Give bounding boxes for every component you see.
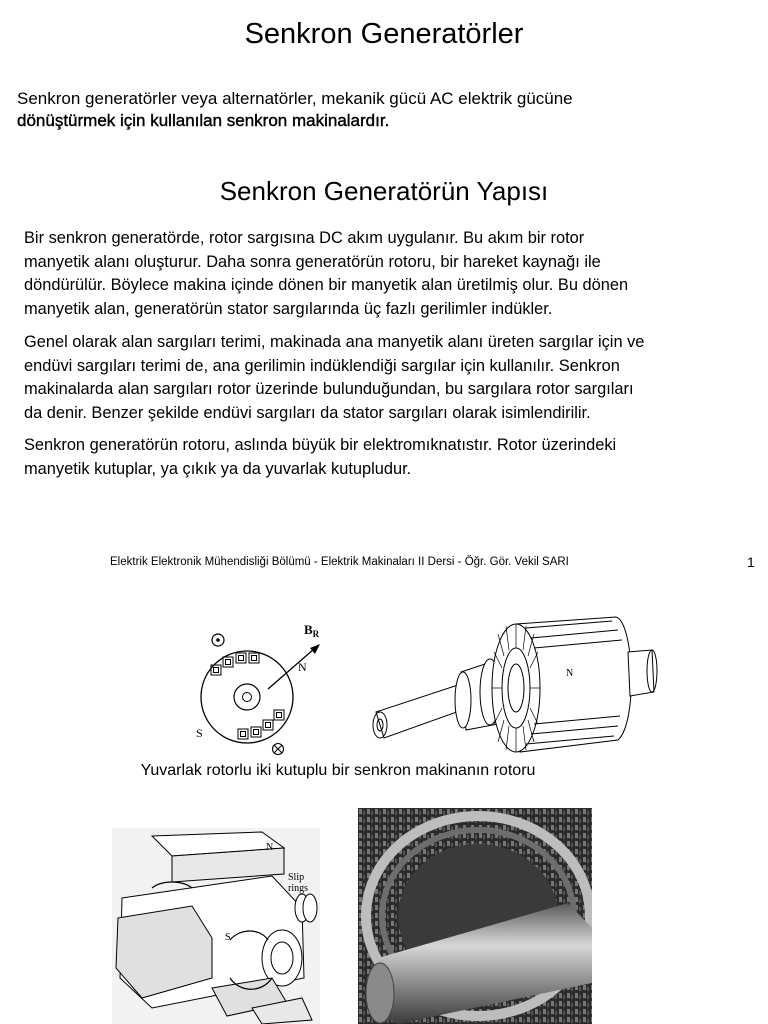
paragraph-line: da denir. Benzer şekilde endüvi sargıları da stator sargıları olarak isimlendirilir. bbox=[24, 403, 591, 422]
salient-pole-rotor-figure bbox=[112, 828, 320, 1024]
paragraph-line: endüvi sargıları terimi de, ana gerilimin indüklendiği sargılar için kullanılır. Senkron bbox=[24, 356, 620, 375]
paragraph-line: manyetik alanı oluşturur. Daha sonra generatörün rotoru, bir hareket kaynağı ile bbox=[24, 252, 601, 271]
paragraph-2 bbox=[24, 331, 754, 425]
paragraph-line: manyetik alan, generatörün stator sargılarında üç fazlı gerilimler indükler. bbox=[24, 299, 553, 318]
paragraph-3 bbox=[24, 434, 754, 481]
field-vector-label: $B_R$ bbox=[304, 622, 320, 639]
footer-text: Elektrik Elektronik Mühendisliği Bölümü - Elektrik Makinaları II Dersi - Öğr. Gör. Vekil SARI bbox=[110, 556, 569, 568]
section-title: Senkron Generatörün Yapısı bbox=[219, 176, 549, 206]
paragraph-1 bbox=[24, 227, 754, 321]
rotor-cross-section-figure bbox=[190, 615, 340, 760]
paragraph-line: makinalarda alan sargıları rotor üzerinde bulunduğundan, bu sargılara rotor sargıları bbox=[24, 380, 634, 398]
paragraph-line: Senkron generatörün rotoru, aslında büyük bir elektromıknatıstır. Rotor üzerindeki bbox=[24, 436, 617, 454]
slip-rings-label-line-1: Slip bbox=[288, 872, 305, 883]
north-pole-label: N bbox=[266, 842, 274, 853]
south-pole-label: S bbox=[225, 932, 231, 943]
north-pole-label: N bbox=[566, 668, 574, 679]
paragraph-line: döndürülür. Böylece makina içinde dönen bir manyetik alan üretilmiş olur. Bu dönen bbox=[24, 276, 629, 294]
generator-stator-photo bbox=[358, 808, 592, 1024]
paragraph-line: manyetik kutuplar, ya çıkık ya da yuvarlak kutupludur. bbox=[24, 459, 412, 478]
figure-caption: Yuvarlak rotorlu iki kutuplu bir senkron makinanın rotoru bbox=[140, 762, 536, 779]
round-rotor-3d-figure bbox=[366, 612, 662, 762]
paragraph-line: Genel olarak alan sargıları terimi, makinada ana manyetik alanı üreten sargılar için ve bbox=[24, 333, 645, 351]
slip-rings-label-line-2: rings bbox=[288, 883, 308, 894]
intro-paragraph bbox=[17, 88, 757, 132]
intro-line-1: Senkron generatörler veya alternatörler, mekanik gücü AC elektrik gücüne bbox=[17, 89, 573, 108]
paragraph-line: Bir senkron generatörde, rotor sargısına DC akım uygulanır. Bu akım bir rotor bbox=[24, 229, 585, 247]
page-number: 1 bbox=[747, 554, 755, 570]
south-pole-label: S bbox=[196, 726, 203, 740]
north-pole-label: N bbox=[298, 660, 307, 674]
intro-line-2: dönüştürmek için kullanılan senkron makinalardır. bbox=[17, 111, 390, 130]
page-title: Senkron Generatörler bbox=[244, 18, 524, 50]
